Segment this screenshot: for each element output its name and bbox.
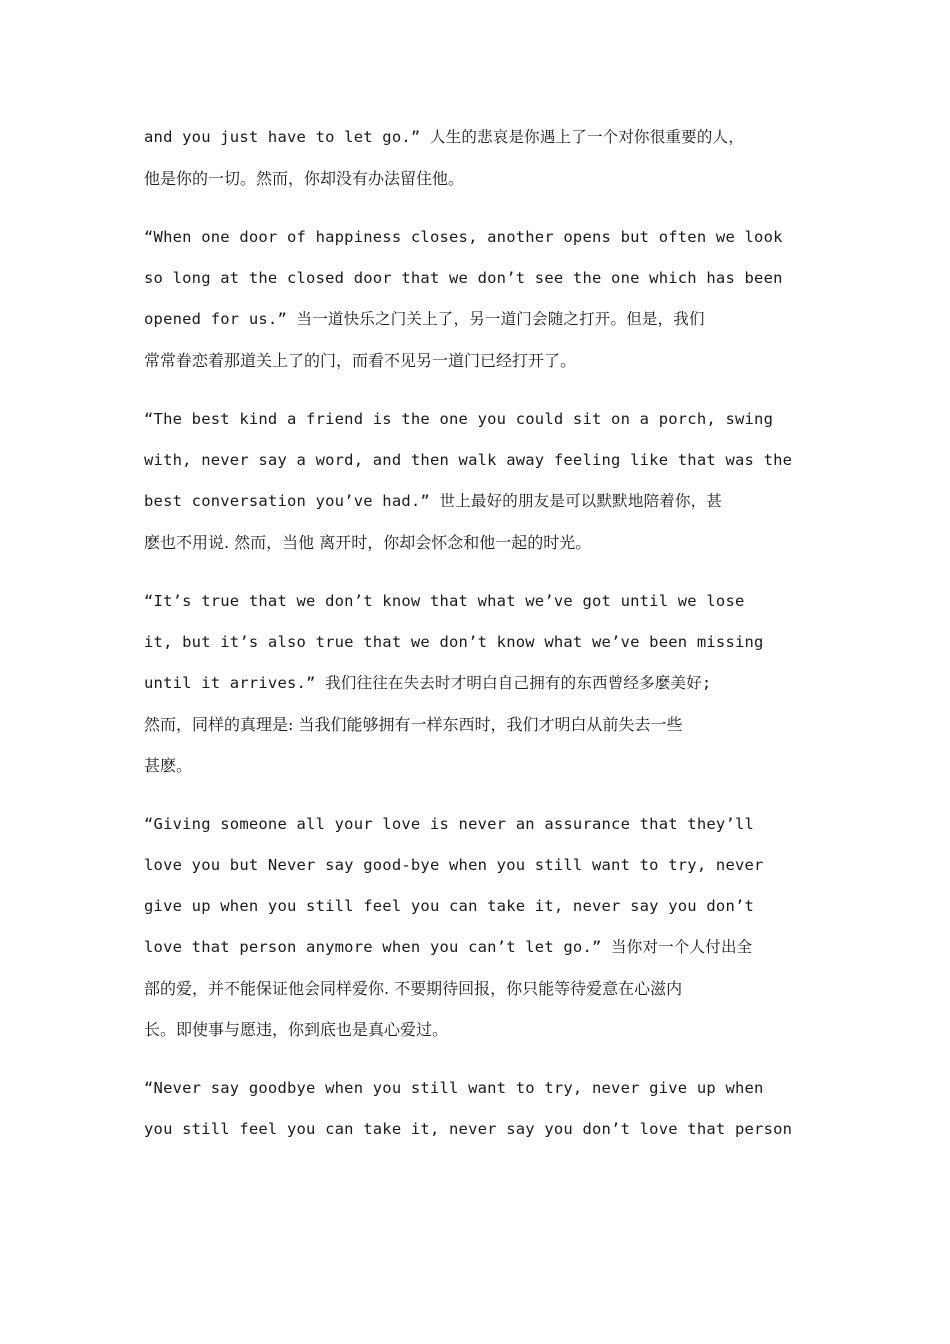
text-line: “When one door of happiness closes, another opens but often we look: [144, 228, 783, 246]
text-line: 常常眷恋着那道关上了的门，而看不见另一道门已经打开了。: [144, 351, 577, 370]
text-line: 甚麽。: [144, 756, 193, 775]
text-line: it, but it’s also true that we don’t know what we’ve been missing: [144, 633, 764, 651]
text-line: love that person anymore when you can’t let go.” 当你对一个人付出全: [144, 938, 753, 956]
paragraph-2: [144, 217, 816, 381]
paragraph-3: [144, 399, 816, 563]
paragraph-4: [144, 581, 816, 786]
text-line: give up when you still feel you can take it, never say you don’t: [144, 897, 755, 915]
text-line: 长。即使事与愿违，你到底也是真心爱过。: [144, 1020, 449, 1039]
text-line: opened for us.” 当一道快乐之门关上了，另一道门会随之打开。但是，我们: [144, 310, 705, 328]
text-line: “Never say goodbye when you still want to try, never give up when: [144, 1079, 764, 1097]
text-line: 他是你的一切。然而，你却没有办法留住他。: [144, 169, 465, 188]
text-line: “Giving someone all your love is never an assurance that they’ll: [144, 815, 755, 833]
text-line: and you just have to let go.” 人生的悲哀是你遇上了一个对你很重要的人，: [144, 128, 744, 146]
text-line: “The best kind a friend is the one you could sit on a porch, swing: [144, 410, 774, 428]
text-line: you still feel you can take it, never say you don’t love that person: [144, 1120, 793, 1138]
paragraph-5: [144, 804, 816, 1050]
text-line: until it arrives.” 我们往往在失去时才明白自己拥有的东西曾经多麼美好;: [144, 674, 712, 692]
text-line: 然而，同样的真理是: 当我们能够拥有一样东西时，我们才明白从前失去一些: [144, 715, 683, 734]
text-line: 麽也不用说. 然而，当他 离开时，你却会怀念和他一起的时光。: [144, 533, 592, 552]
text-line: 部的爱，并不能保证他会同样爱你. 不要期待回报，你只能等待爱意在心滋内: [144, 979, 683, 998]
text-line: best conversation you’ve had.” 世上最好的朋友是可以默默地陪着你，甚: [144, 492, 723, 510]
text-line: love you but Never say good-bye when you still want to try, never: [144, 856, 764, 874]
text-line: with, never say a word, and then walk away feeling like that was the: [144, 451, 793, 469]
paragraph-6: [144, 1068, 816, 1150]
text-line: so long at the closed door that we don’t see the one which has been: [144, 269, 783, 287]
text-line: “It’s true that we don’t know that what we’ve got until we lose: [144, 592, 745, 610]
document-body: [144, 117, 816, 1168]
paragraph-1: [144, 117, 816, 199]
